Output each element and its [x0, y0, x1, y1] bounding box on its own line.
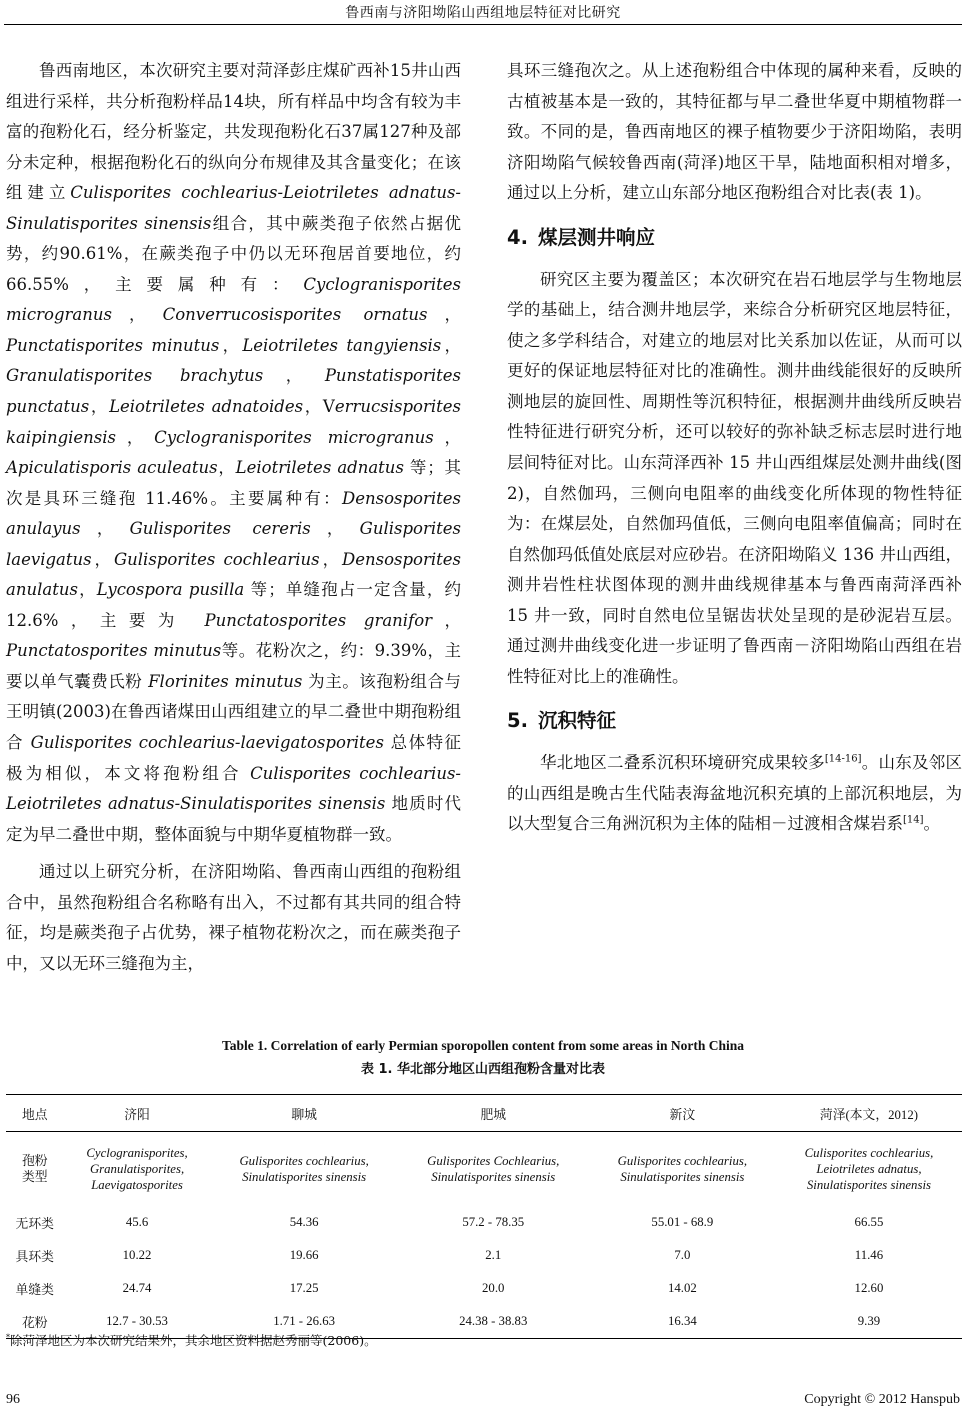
page-number: 96	[6, 1392, 20, 1407]
table-cell: 24.38 - 38.83	[459, 1314, 528, 1328]
table-header-row	[6, 1095, 962, 1132]
citation-14-16[interactable]: [14-16]	[824, 753, 862, 765]
type-cell-feicheng	[398, 1132, 589, 1207]
table-cell: 66.55	[854, 1215, 884, 1229]
text-run: ，	[219, 335, 243, 355]
table-cell: 9.39	[857, 1314, 881, 1328]
text-run: ，	[112, 305, 163, 325]
footnote-text: 除菏泽地区为本次研究结果外，其余地区资料据赵秀丽等(2006)。	[10, 1333, 377, 1348]
section-4-number: 4.	[507, 225, 528, 249]
text-run: 地质时代定为早二叠世中期，整体面貌与中期华夏植物群一致。	[6, 794, 462, 844]
type-label-line-1: 孢粉	[21, 1154, 48, 1168]
table-row	[6, 1206, 962, 1239]
type-cell-liaocheng	[211, 1132, 398, 1207]
taxon-name: Lycospora pusilla	[96, 580, 245, 600]
text-run: ，V	[303, 397, 335, 417]
type-line: Gulisporites Cochlearius,	[427, 1154, 560, 1168]
right-column	[507, 56, 962, 840]
type-cell-heze	[776, 1132, 962, 1207]
type-line: Culisporites cochlearius,	[804, 1146, 934, 1160]
section-5-title: 沉积特征	[537, 709, 616, 733]
taxon-name: Culisporites cochlearius-Leiotriletes adnatus-Sinulatisporites sinensis	[6, 183, 461, 233]
type-line: Laevigatosporites	[91, 1178, 183, 1192]
section-5-number: 5.	[507, 709, 528, 733]
table-cell: 14.02	[667, 1281, 697, 1295]
row-label: 花粉	[21, 1316, 48, 1330]
text-run: ，	[319, 549, 342, 569]
section-4-title: 煤层测井响应	[537, 225, 655, 249]
type-line: Gulisporites cochlearius,	[617, 1154, 748, 1168]
row-label: 无环类	[15, 1217, 54, 1231]
table-footnote	[6, 1331, 377, 1349]
table-row-types	[6, 1132, 962, 1207]
table-caption-zh: 表 1. 华北部分地区山西组孢粉含量对比表	[360, 1062, 606, 1077]
type-line: Sinulatisporites sinensis	[242, 1170, 367, 1184]
table-cell: 2.1	[485, 1248, 502, 1262]
text-run: ，	[80, 519, 130, 539]
right-paragraph-1: 具环三缝孢次之。从上述孢粉组合中体现的属种来看，反映的古植被基本是一致的，其特征都与早二叠世华夏中期植物群一致。不同的是，鲁西南地区的裸子植物要少于济阳坳陷，表明济阳坳陷气候较鲁西南(菏泽)地区干旱，陆地面积相对增多，通过以上分析，建立山东部分地区孢粉组合对比表(表 1)。	[507, 61, 962, 203]
taxon-name: Culisporites cochlearius-Leiotriletes adnatus-Sinulatisporites sinensis	[6, 763, 461, 814]
left-paragraph-2: 通过以上研究分析，在济阳坳陷、鲁西南山西组的孢粉组合中，虽然孢粉组合名称略有出入，不过都有其共同的组合特征，均是蕨类孢子占优势，裸子植物花粉次之，而在蕨类孢子中，又以无环三缝孢为主，	[6, 862, 461, 973]
taxon-name: Gulisporites cochlearius-laevigatosporites	[30, 733, 384, 753]
table-cell: 57.2 - 78.35	[462, 1215, 525, 1229]
text-run: ，	[310, 519, 360, 539]
type-line: Sinulatisporites sinensis	[806, 1178, 931, 1192]
text-run: 等；其次是具环三缝孢 11.46%。主要属种有：	[6, 458, 462, 508]
text-run: 等。花粉次之，约：9.39%，主要以单气囊费氏粉	[6, 641, 461, 691]
type-line: Gulisporites cochlearius,	[239, 1154, 369, 1168]
taxon-name: Leiotriletes adnatoides	[109, 397, 304, 417]
type-line: Sinulatisporites sinensis	[431, 1170, 556, 1184]
table-cell: 45.6	[125, 1215, 149, 1229]
table-cell: 20.0	[482, 1281, 505, 1295]
text-run: ，	[116, 427, 155, 447]
text-run: ，	[77, 580, 97, 600]
right-paragraph-2: 研究区主要为覆盖区；本次研究在岩石地层学与生物地层学的基础上，结合测井地层学，来综合分析研究区地层特征，使之多学科结合，对建立的地层对比关系加以佐证，从而可以更好的保证地层特征对比的准确性。测井曲线能很好的反映所测地层的旋回性、周期性等沉积特征，根据测井曲线所反映岩性特征进行研究分析，还可以较好的弥补缺乏标志层时进行地层间特征对比。山东菏泽西补 15 井山西组煤层处测井曲线(图 2)，自然伽玛，三侧向电阻率的曲线变化所体现的物性特征为：在煤层处，自然伽玛值低，三侧向电阻率值偏高；同时在自然伽玛低值处底层对应砂岩。在济阳坳陷义 136 井山西组，测井岩性柱状图体现的测井曲线规律基本与鲁西南菏泽西补 15 井一致，同时自然电位呈锯齿状处呈现的是砂泥岩互层。通过测井曲线变化进一步证明了鲁西南－济阳坳陷山西组在岩性特征对比上的准确性。	[507, 269, 962, 686]
taxon-name: Gulisporites cereris	[129, 519, 311, 539]
taxon-name: Gulisporites cochlearius	[113, 549, 320, 569]
text-run: ，	[91, 549, 114, 569]
taxon-name: Converrucosisporites ornatus	[162, 305, 428, 325]
running-head: 鲁西南与济阳坳陷山西组地层特征对比研究	[345, 5, 621, 21]
right-paragraph-3-text-b: 。山东及邻区的山西组是晚古生代陆表海盆地沉积充填的上部沉积地层，为以大型复合三角洲沉积为主体的陆相－过渡相含煤岩系	[507, 753, 963, 834]
type-cell-xinwen	[589, 1132, 776, 1207]
type-line: Granulatisporites,	[89, 1162, 185, 1176]
table-caption-en: Table 1. Correlation of early Permian sporopollen content from some areas in North China	[222, 1038, 744, 1053]
type-line: Cyclogranisporites,	[86, 1146, 188, 1160]
text-run: ，	[441, 335, 462, 355]
taxon-name: Cyclogranisporites microgranus	[6, 274, 461, 325]
type-label-line-2: 类型	[21, 1170, 48, 1184]
taxon-name: Punctatisporites minutus	[6, 335, 220, 355]
table-cell: 24.74	[122, 1281, 152, 1295]
text-run: 等；单缝孢占一定含量，约12.6%，主要为	[6, 580, 462, 630]
header-feicheng: 肥城	[480, 1107, 507, 1122]
header-heze: 菏泽(本文，2012)	[819, 1107, 918, 1122]
table-cell: 1.71 - 26.63	[273, 1314, 336, 1328]
left-column	[6, 56, 461, 979]
table-cell: 55.01 - 68.9	[651, 1215, 714, 1229]
left-paragraph-1	[6, 56, 461, 850]
text-run: 总体特征极为相似，本文将孢粉组合	[6, 733, 461, 783]
table-cell: 7.0	[674, 1248, 691, 1262]
taxon-name: Florinites minutus	[148, 671, 303, 691]
table-row	[6, 1239, 962, 1272]
taxon-name: Leiotriletes adnatus	[235, 458, 404, 478]
text-run: ，	[427, 305, 462, 325]
section-5-heading	[507, 706, 962, 736]
type-label-cell	[6, 1132, 64, 1207]
text-run: ，	[433, 427, 462, 447]
table-cell: 19.66	[289, 1248, 319, 1262]
taxon-name: Densosporites anulayus	[6, 488, 461, 539]
table-cell: 54.36	[289, 1215, 319, 1229]
text-run: ，	[263, 366, 325, 386]
header-rule	[4, 24, 962, 25]
right-paragraph-3-text-a: 华北地区二叠系沉积环境研究成果较多	[540, 753, 825, 773]
header-jiyang: 济阳	[124, 1107, 150, 1122]
header-liaocheng: 聊城	[291, 1107, 317, 1122]
row-label: 具环类	[15, 1250, 54, 1264]
text-run: ，	[217, 458, 236, 478]
table-cell: 12.7 - 30.53	[106, 1314, 168, 1328]
taxon-name: Granulatisporites brachytus	[6, 366, 264, 386]
text-run: 鲁西南地区，本次研究主要对菏泽彭庄煤矿西补15井山西组进行采样，共分析孢粉样品14块，所有样品中均含有较为丰富的孢粉化石，经分析鉴定，共发现孢粉化石37属127种及部分未定种，根据孢粉化石的纵向分布规律及其含量变化；在该组建立	[6, 61, 461, 203]
text-run: ，	[432, 610, 461, 630]
footnote-mark: *	[6, 1332, 10, 1342]
text-run: 为主。该孢粉组合与王明镇(2003)在鲁西诸煤田山西组建立的早二叠世中期孢粉组合	[6, 671, 461, 753]
taxon-name: Punctatosporites minutus	[6, 641, 222, 661]
taxon-name: errucsisporites kaipingiensis	[6, 397, 461, 447]
table-cell: 16.34	[667, 1314, 697, 1328]
table-cell: 10.22	[122, 1248, 152, 1262]
type-line: Leiotriletes adnatus,	[816, 1162, 922, 1176]
table-cell: 12.60	[854, 1281, 884, 1295]
right-paragraph-3-text-c: 。	[923, 814, 941, 834]
correlation-table	[6, 1094, 962, 1339]
section-4-heading	[507, 223, 962, 253]
taxon-name: Punstatisporites punctatus	[6, 366, 462, 417]
taxon-name: Leiotriletes tangyiensis	[242, 335, 442, 355]
taxon-name: Apiculatisporis aculeatus	[6, 458, 218, 478]
table-row	[6, 1272, 962, 1305]
table-cell: 17.25	[289, 1281, 319, 1295]
taxon-name: Densosporites anulatus	[6, 549, 462, 600]
table-cell: 11.46	[854, 1248, 884, 1262]
row-label: 单缝类	[15, 1283, 54, 1297]
type-cell-jiyang	[64, 1132, 211, 1207]
header-xinwen: 新汶	[669, 1107, 696, 1122]
type-line: Sinulatisporites sinensis	[620, 1170, 745, 1184]
taxon-name: Gulisporites laevigatus	[6, 519, 462, 569]
right-paragraph-3	[507, 748, 962, 840]
text-run: 组合，其中蕨类孢子依然占据优势，约90.61%，在蕨类孢子中仍以无环孢居首要地位，约66.55%，主要属种有：	[6, 213, 461, 294]
copyright-notice: Copyright © 2012 Hanspub	[804, 1392, 960, 1407]
text-run: ，	[89, 397, 110, 417]
citation-14[interactable]: [14]	[903, 814, 924, 826]
header-location: 地点	[21, 1107, 48, 1122]
taxon-name: Cyclogranisporites microgranus	[154, 427, 434, 447]
taxon-name: Punctatosporites granifor	[204, 610, 433, 630]
